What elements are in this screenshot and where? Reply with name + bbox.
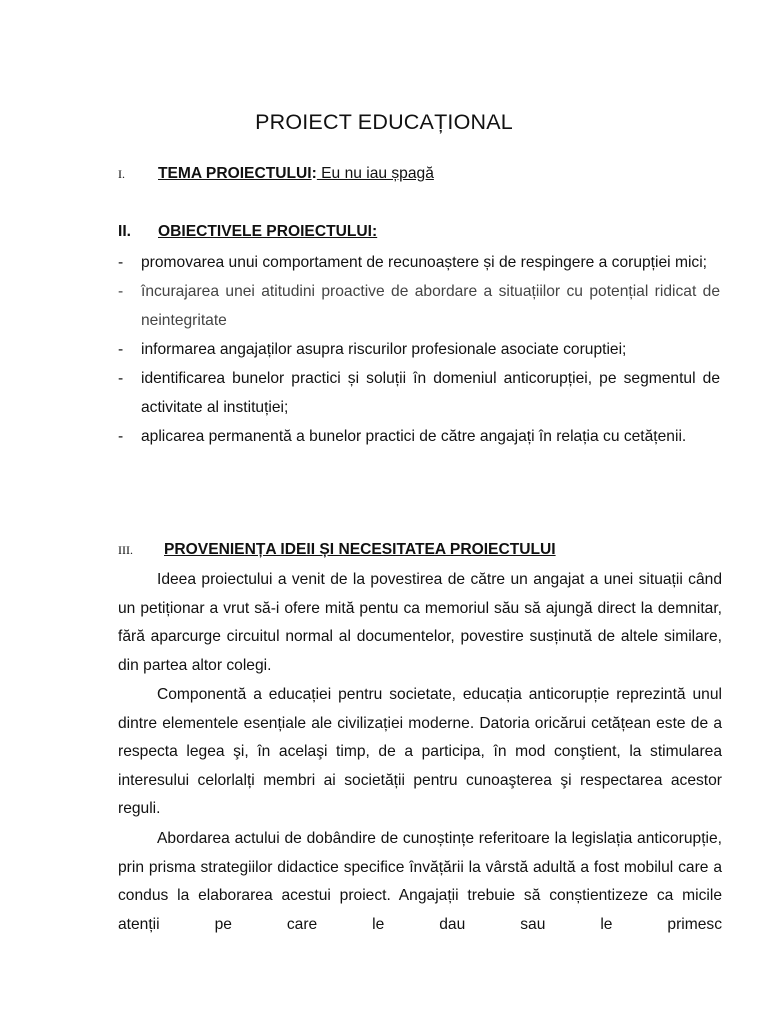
bullet-dash: - (118, 341, 124, 358)
objective-text: informarea angajaților asupra riscurilor profesionale asociate coruptiei; (141, 341, 627, 358)
section-2-heading (118, 223, 722, 241)
document-title: PROIECT EDUCAȚIONAL (255, 110, 513, 134)
bullet-dash: - (118, 283, 124, 300)
section-1-title: TEMA PROIECTULUI (158, 165, 312, 182)
objective-text: identificarea bunelor practici și soluții în domeniul anticorupției, pe segmentul de activitate al instituției; (141, 370, 720, 416)
body-paragraph-1: Ideea proiectului a venit de la povestirea de către un angajat a unei situații când un petiționar a vrut să-i ofere mită pentu ca memoriul său să ajungă direct la demnitar, fără aparcurge circuitul normal al documentelor, povestire susținută de altele similare, din partea altor colegi. (118, 571, 722, 674)
objective-item (118, 335, 720, 364)
section-1-heading (118, 165, 722, 183)
objective-text: aplicarea permanentă a bunelor practici de către angajați în relația cu cetățenii. (141, 428, 687, 445)
objective-text: promovarea unui comportament de recunoaștere și de respingere a corupției mici; (141, 254, 707, 271)
body-paragraph-2: Componentă a educației pentru societate, educația anticorupție reprezintă unul dintre elementele esențiale ale civilizației moderne. Datoria oricărui cetățean este de a respecta legea şi, în acelaşi timp, de a participa, în mod conştient, la stimularea interesului celorlalți membri ai societății pentru cunoaşterea şi respectarea acestor reguli. (118, 686, 722, 818)
section-1-theme: Eu nu iau șpagă (316, 165, 434, 182)
bullet-dash: - (118, 370, 124, 387)
bullet-dash: - (118, 428, 124, 445)
section-1-colon: : (311, 165, 317, 182)
objective-item (118, 364, 720, 422)
section-2-title: OBIECTIVELE PROIECTULUI: (158, 223, 378, 240)
body-paragraph-3: Abordarea actului de dobândire de cunoștințe referitoare la legislația anticorupție, prin prisma strategiilor didactice specifice învățării la vârstă adultă a fost mobilul care a condus la elaborarea acestui proiect. Angajații trebuie să conștientizeze ca micile atenții pe care le dau sau le primesc (118, 830, 722, 933)
objective-item (118, 248, 720, 277)
section-1-numeral: I. (118, 167, 125, 181)
section-2-numeral: II. (118, 223, 131, 240)
objective-item (118, 277, 720, 335)
section-3-numeral: III. (118, 543, 133, 557)
objective-text: încurajarea unei atitudini proactive de abordare a situațiilor cu potențial ridicat de neintegritate (141, 283, 720, 329)
objective-item (118, 422, 720, 451)
section-3-title: PROVENIENȚA IDEII ȘI NECESITATEA PROIECTULUI (164, 541, 556, 558)
bullet-dash: - (118, 254, 124, 271)
section-3-heading (118, 541, 722, 559)
objectives-list (118, 248, 720, 451)
